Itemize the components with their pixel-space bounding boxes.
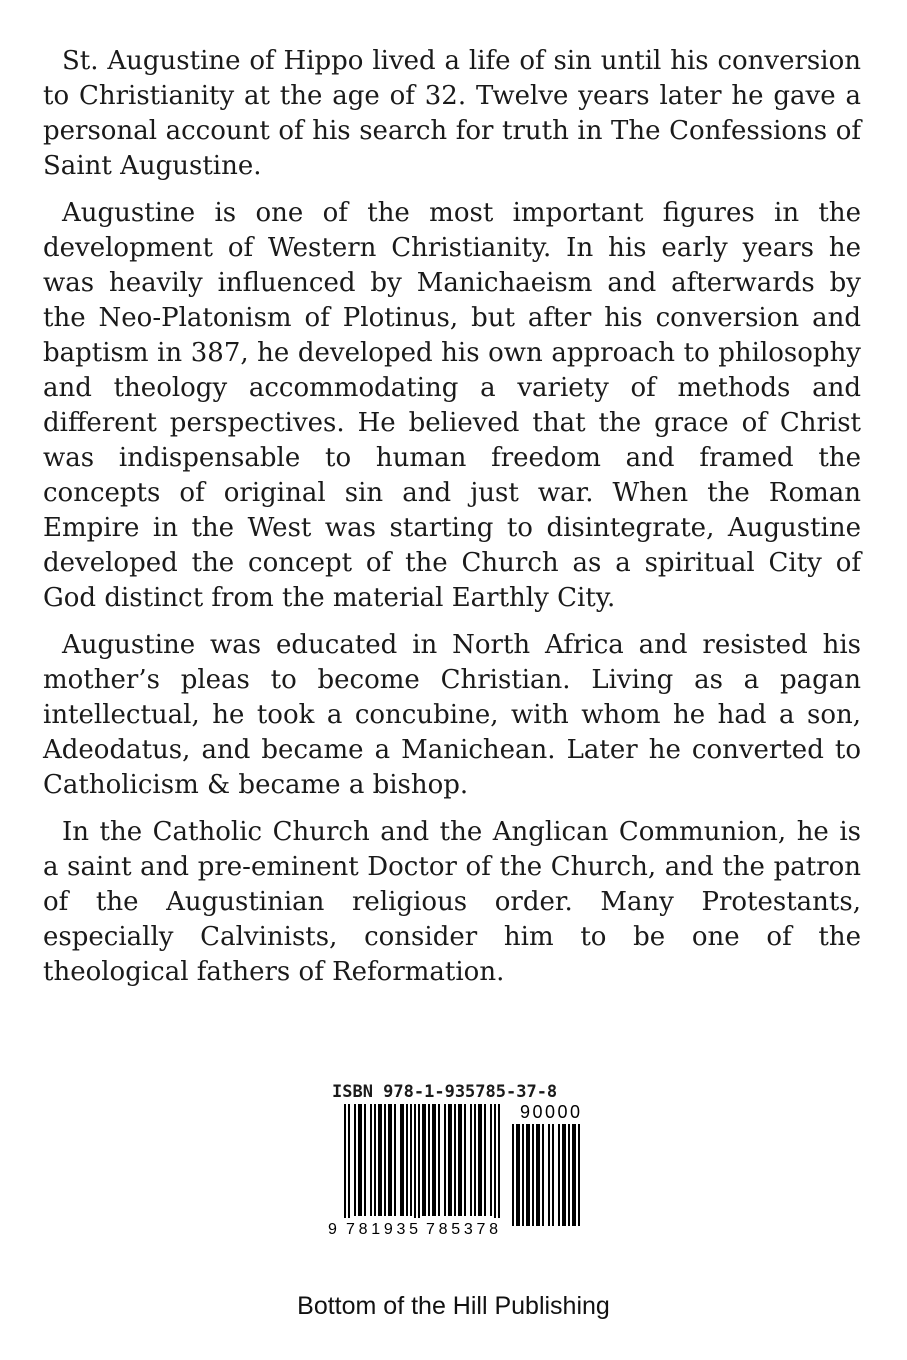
isbn-label: ISBN 978-1-935785-37-8	[332, 1082, 558, 1102]
back-cover-text	[43, 44, 861, 1002]
paragraph-2: Augustine is one of the most important figures in the development of Western Christianity. In his early years he was heavily influenced by Manichaeism and afterwards by the Neo-Platonism of Plotinus, but after his conversion and baptism in 387, he developed his own approach to philosophy and theology accommodating a variety of methods and different perspectives. He believed that the grace of Christ was indispensable to human freedom and framed the concepts of original sin and just war. When the Roman Empire in the West was starting to disintegrate, Augustine developed the concept of the Church as a spiritual City of God distinct from the material Earthly City.	[43, 198, 861, 613]
barcode-bar	[428, 1104, 430, 1216]
barcode-bar	[406, 1104, 408, 1216]
barcode-bar	[458, 1104, 462, 1216]
barcode-bar	[448, 1104, 452, 1216]
barcode-bar	[512, 1124, 514, 1226]
barcode-bar	[454, 1104, 456, 1216]
barcode-bar	[348, 1104, 350, 1224]
barcode-bar	[388, 1104, 392, 1216]
barcode-bar	[536, 1124, 540, 1226]
publisher-name: Bottom of the Hill Publishing	[297, 1292, 610, 1320]
barcode-bar	[578, 1124, 580, 1226]
barcode-bar	[464, 1104, 466, 1216]
barcode-bar	[358, 1104, 362, 1216]
barcode-bar	[444, 1104, 446, 1216]
barcode-bar	[474, 1104, 476, 1216]
barcode-bar	[418, 1104, 420, 1224]
barcode-bar	[414, 1104, 416, 1224]
barcode-bar	[470, 1104, 472, 1216]
barcode-graphic	[326, 1104, 588, 1239]
barcode-bar	[364, 1104, 366, 1216]
barcode-bar	[562, 1124, 566, 1226]
barcode-right-digits: 785378	[426, 1221, 498, 1238]
barcode-bar	[498, 1104, 500, 1224]
barcode-bar	[494, 1104, 496, 1224]
barcode-bar	[572, 1124, 576, 1226]
barcode-bar	[370, 1104, 372, 1216]
barcode-bar	[344, 1104, 346, 1224]
barcode-bar	[422, 1104, 426, 1216]
barcode-bar	[532, 1124, 534, 1226]
barcode-bar	[478, 1104, 482, 1216]
barcode-bar	[394, 1104, 396, 1216]
barcode-bar	[568, 1124, 570, 1226]
barcode-bar	[516, 1124, 520, 1226]
barcode-bar	[354, 1104, 356, 1216]
barcode-bar	[374, 1104, 376, 1216]
barcode-bar	[542, 1124, 544, 1226]
addon-barcode-bars	[512, 1124, 580, 1226]
paragraph-1: St. Augustine of Hippo lived a life of sin until his conversion to Christianity at the age of 32. Twelve years later he gave a personal account of his search for truth in The Confessions of Saint Augustine.	[43, 46, 861, 181]
barcode-addon-digits: 90000	[520, 1104, 580, 1122]
barcode-bar	[490, 1104, 492, 1216]
barcode-left-digits: 781935	[346, 1221, 418, 1238]
barcode-lead-digit: 9	[328, 1221, 337, 1238]
barcode-bar	[484, 1104, 486, 1216]
barcode-bar	[432, 1104, 436, 1216]
barcode-bar	[548, 1124, 550, 1226]
barcode-bar	[400, 1104, 404, 1216]
barcode-bar	[410, 1104, 412, 1216]
paragraph-3: Augustine was educated in North Africa and resisted his mother’s pleas to become Christian. Living as a pagan intellectual, he took a concubine, with whom he had a son, Adeodatus, and became a Manichean. Later he converted to Catholicism & became a bishop.	[43, 630, 861, 800]
barcode-bar	[526, 1124, 530, 1226]
barcode-bar	[522, 1124, 524, 1226]
main-barcode-bars	[344, 1104, 500, 1224]
barcode-bar	[378, 1104, 382, 1216]
paragraph-4: In the Catholic Church and the Anglican Communion, he is a saint and pre-eminent Doctor of the Church, and the patron of the Augustinian religious order. Many Protestants, especially Calvinists, consider him to be one of the theological fathers of Reformation.	[43, 817, 861, 987]
barcode-bar	[552, 1124, 554, 1226]
barcode-bar	[384, 1104, 386, 1216]
isbn-barcode	[326, 1082, 588, 1242]
barcode-bar	[558, 1124, 560, 1226]
barcode-bar	[438, 1104, 440, 1216]
